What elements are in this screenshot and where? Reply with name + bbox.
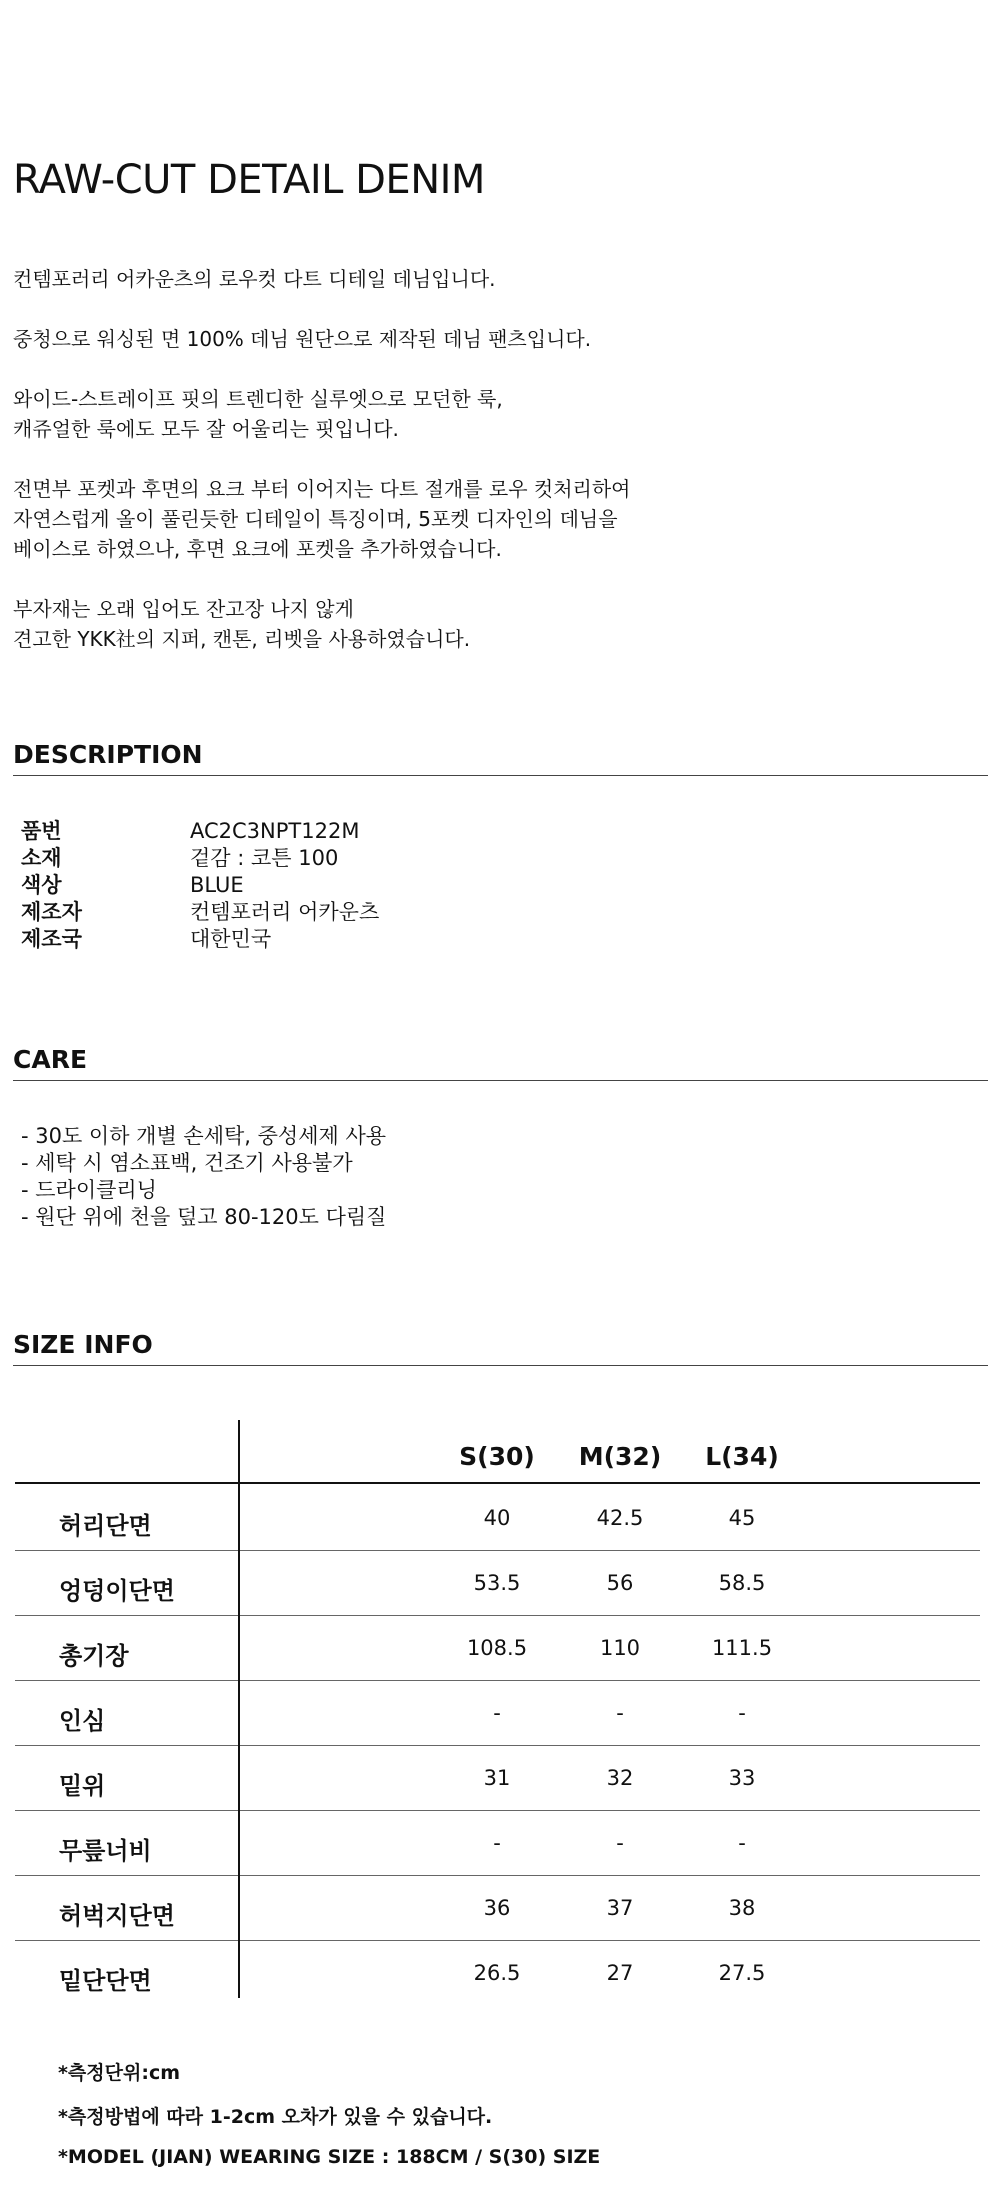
size-note: *MODEL (JIAN) WEARING SIZE : 188CM / S(30) SIZE bbox=[58, 2146, 601, 2168]
measure-label: 무릎너비 bbox=[59, 1837, 152, 1865]
measure-label: 인심 bbox=[59, 1707, 106, 1735]
table-row bbox=[15, 1681, 980, 1746]
description-list bbox=[21, 818, 379, 953]
size-value: 40 bbox=[483, 1506, 511, 1530]
size-value: 45 bbox=[728, 1506, 756, 1530]
intro-paragraph bbox=[13, 594, 913, 654]
size-notes bbox=[58, 2058, 600, 2187]
care-item: - 세탁 시 염소표백, 건조기 사용불가 bbox=[21, 1151, 353, 1175]
size-table-header bbox=[15, 1420, 980, 1484]
table-row bbox=[15, 1616, 980, 1681]
intro-line: 전면부 포켓과 후면의 요크 부터 이어지는 다트 절개를 로우 컷처리하여 bbox=[13, 477, 631, 501]
spec-key: 품번 bbox=[21, 819, 62, 843]
intro-paragraph bbox=[13, 264, 913, 294]
intro-text bbox=[13, 264, 913, 654]
intro-line: 자연스럽게 올이 풀린듯한 디테일이 특징이며, 5포켓 디자인의 데님을 bbox=[13, 507, 618, 531]
size-info-heading: SIZE INFO bbox=[13, 1330, 988, 1366]
size-value: 53.5 bbox=[473, 1571, 521, 1595]
intro-paragraph bbox=[13, 324, 913, 354]
size-value: 38 bbox=[728, 1896, 756, 1920]
spec-row bbox=[21, 845, 379, 872]
table-row bbox=[15, 1486, 980, 1551]
table-row bbox=[15, 1941, 980, 2006]
care-heading: CARE bbox=[13, 1045, 988, 1081]
spec-row bbox=[21, 926, 379, 953]
size-value: 31 bbox=[483, 1766, 511, 1790]
size-value: - bbox=[738, 1701, 746, 1725]
size-value: 37 bbox=[606, 1896, 634, 1920]
size-value: 56 bbox=[606, 1571, 634, 1595]
size-value: 26.5 bbox=[473, 1961, 521, 1985]
size-value: - bbox=[738, 1831, 746, 1855]
spec-key: 색상 bbox=[21, 873, 62, 897]
care-item: - 30도 이하 개별 손세탁, 중성세제 사용 bbox=[21, 1124, 387, 1148]
size-value: - bbox=[616, 1701, 624, 1725]
size-table bbox=[15, 1420, 980, 1998]
spec-row bbox=[21, 872, 379, 899]
table-row bbox=[15, 1746, 980, 1811]
size-value: 27.5 bbox=[718, 1961, 766, 1985]
spec-value: 컨템포러리 어카운츠 bbox=[190, 900, 380, 924]
intro-line: 캐쥬얼한 룩에도 모두 잘 어울리는 핏입니다. bbox=[13, 417, 399, 441]
measure-label: 밑단단면 bbox=[59, 1967, 152, 1995]
description-heading: DESCRIPTION bbox=[13, 740, 988, 776]
intro-line: 컨템포러리 어카운츠의 로우컷 다트 디테일 데님입니다. bbox=[13, 267, 496, 291]
table-row bbox=[15, 1551, 980, 1616]
size-value: 27 bbox=[606, 1961, 634, 1985]
size-value: 108.5 bbox=[466, 1636, 528, 1660]
product-title: RAW-CUT DETAIL DENIM bbox=[13, 157, 485, 203]
size-note: *측정방법에 따라 1-2cm 오차가 있을 수 있습니다. bbox=[58, 2106, 493, 2128]
spec-value: BLUE bbox=[190, 873, 244, 897]
care-list bbox=[21, 1123, 386, 1231]
measure-label: 총기장 bbox=[59, 1642, 129, 1670]
spec-value: 대한민국 bbox=[190, 927, 272, 951]
measure-label: 허리단면 bbox=[59, 1512, 152, 1540]
care-item: - 원단 위에 천을 덮고 80-120도 다림질 bbox=[21, 1205, 387, 1229]
size-value: 110 bbox=[599, 1636, 641, 1660]
size-value: 32 bbox=[606, 1766, 634, 1790]
size-column-header: M(32) bbox=[578, 1442, 662, 1471]
size-value: 58.5 bbox=[718, 1571, 766, 1595]
intro-line: 견고한 YKK社의 지퍼, 캔톤, 리벳을 사용하였습니다. bbox=[13, 627, 471, 651]
spec-key: 제조자 bbox=[21, 900, 82, 924]
table-row bbox=[15, 1811, 980, 1876]
measure-label: 허벅지단면 bbox=[59, 1902, 175, 1930]
size-value: - bbox=[493, 1831, 501, 1855]
measure-label: 밑위 bbox=[59, 1772, 106, 1800]
table-divider bbox=[238, 1420, 240, 1998]
spec-key: 제조국 bbox=[21, 927, 82, 951]
size-value: 111.5 bbox=[711, 1636, 773, 1660]
intro-paragraph bbox=[13, 384, 913, 444]
spec-row bbox=[21, 899, 379, 926]
intro-line: 부자재는 오래 입어도 잔고장 나지 않게 bbox=[13, 597, 354, 621]
table-row bbox=[15, 1876, 980, 1941]
size-value: - bbox=[493, 1701, 501, 1725]
size-value: 33 bbox=[728, 1766, 756, 1790]
spec-value: 겉감 : 코튼 100 bbox=[190, 846, 339, 870]
size-note: *측정단위:cm bbox=[58, 2062, 181, 2084]
size-column-header: S(30) bbox=[459, 1442, 535, 1471]
size-value: 42.5 bbox=[596, 1506, 644, 1530]
spec-row bbox=[21, 818, 379, 845]
care-item: - 드라이클리닝 bbox=[21, 1178, 157, 1202]
intro-line: 와이드-스트레이프 핏의 트렌디한 실루엣으로 모던한 룩, bbox=[13, 387, 503, 411]
size-value: - bbox=[616, 1831, 624, 1855]
spec-value: AC2C3NPT122M bbox=[190, 819, 360, 843]
spec-key: 소재 bbox=[21, 846, 62, 870]
intro-paragraph bbox=[13, 474, 913, 564]
size-column-header: L(34) bbox=[705, 1442, 779, 1471]
measure-label: 엉덩이단면 bbox=[59, 1577, 175, 1605]
intro-line: 중청으로 워싱된 면 100% 데님 원단으로 제작된 데님 팬츠입니다. bbox=[13, 327, 592, 351]
intro-line: 베이스로 하였으나, 후면 요크에 포켓을 추가하였습니다. bbox=[13, 537, 502, 561]
size-value: 36 bbox=[483, 1896, 511, 1920]
